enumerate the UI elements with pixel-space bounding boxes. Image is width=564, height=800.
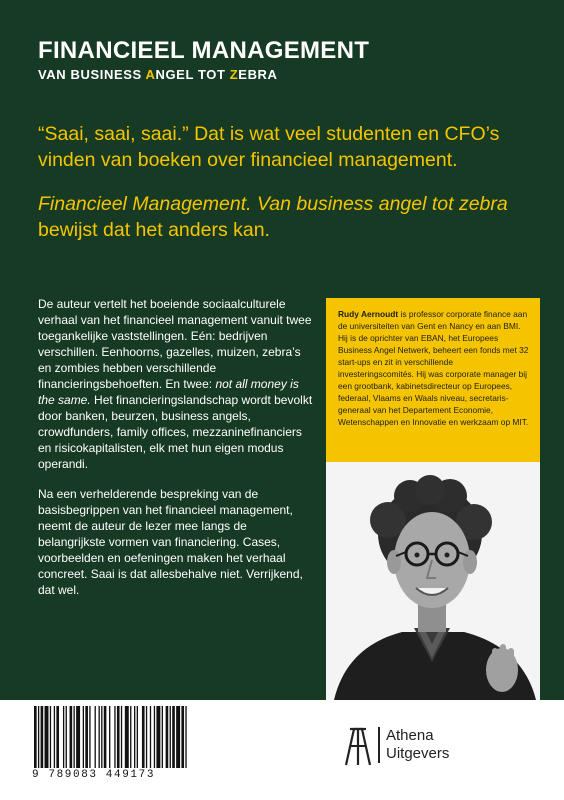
barcode-bar xyxy=(185,706,186,768)
barcode-bar xyxy=(63,706,64,768)
barcode-bar xyxy=(34,706,37,768)
barcode-bar xyxy=(146,706,147,768)
author-name: Rudy Aernoudt xyxy=(338,309,399,319)
blurb-emphasis: not all money is the same. xyxy=(38,377,299,407)
barcode-bar xyxy=(117,706,120,768)
subtitle-part: EBRA xyxy=(238,67,278,82)
publisher-name xyxy=(386,727,449,763)
barcode-bar xyxy=(50,706,51,768)
barcode xyxy=(34,706,188,768)
barcode-bar xyxy=(134,706,135,768)
barcode-bar xyxy=(85,706,88,768)
lead-book-title: Financieel Management. Van business angel tot zebra xyxy=(38,193,508,215)
barcode-bar xyxy=(95,706,96,768)
subtitle-highlight-z: Z xyxy=(229,67,239,82)
barcode-bar xyxy=(101,706,102,768)
author-bio-text: is professor corporate finance aan de universiteiten van Gent en Nancy en aan BMI. Hij is de oprichter van EBAN, het Europees Business Angel Netwerk, beheert een fonds met 32 start-ups en zit in verschillende investeringscomités. Hij was corporate manager bij een grootbank, kabinetsdirecteur op Europees, federaal, Vlaams en Waals niveau, secretaris-generaal van het Departement Economie, Wetenschappen en Innovatie en werkzaam op MIT. xyxy=(338,309,529,427)
barcode-bar xyxy=(176,706,180,768)
athena-logo-icon xyxy=(345,726,371,766)
barcode-bar xyxy=(114,706,115,768)
barcode-bar xyxy=(73,706,74,768)
barcode-bar xyxy=(109,706,110,768)
barcode-bar xyxy=(83,706,84,768)
publisher-separator xyxy=(378,727,380,763)
barcode-bar xyxy=(38,706,39,768)
barcode-bar xyxy=(121,706,122,768)
barcode-bar xyxy=(166,706,169,768)
barcode-bar xyxy=(76,706,80,768)
barcode-bar xyxy=(154,706,155,768)
book-title: FINANCIEEL MANAGEMENT xyxy=(38,37,370,64)
subtitle-part: VAN BUSINESS xyxy=(38,67,146,82)
barcode-bar xyxy=(130,706,131,768)
blurb-paragraph-1 xyxy=(38,296,316,472)
lead-claim xyxy=(38,191,538,243)
barcode-bar xyxy=(137,706,138,768)
barcode-bar xyxy=(162,706,163,768)
barcode-bar xyxy=(89,706,90,768)
blurb-text: Het financieringslandschap wordt bevolkt door banken, beurzen, business angels, crowdfunders, family offices, mezzaninefinanciers en risicokapitalisten, elk met hun eigen modus operandi. xyxy=(38,393,313,471)
barcode-bar xyxy=(125,706,129,768)
blurb-paragraph-2: Na een verhelderende bespreking van de basisbegrippen van het financieel management, neemt de auteur de lezer mee langs de belangrijkste vormen van financiering. Cases, voorbeelden en oefeningen maken het verhaal concreet. Saai is dat allesbehalve niet. Verrijkend, dat wel. xyxy=(38,487,303,597)
barcode-bar xyxy=(66,706,67,768)
barcode-bar xyxy=(142,706,145,768)
barcode-bar xyxy=(99,706,100,768)
publisher-line-1: Athena xyxy=(386,727,434,744)
barcode-bar xyxy=(170,706,171,768)
barcode-bar xyxy=(150,706,151,768)
barcode-bar xyxy=(45,706,49,768)
lead-quote: “Saai, saai, saai.” Dat is wat veel studenten en CFO’s vinden van boeken over financieel management. xyxy=(38,123,500,171)
isbn-number: 9 789083 449173 xyxy=(32,769,156,781)
author-bio-box xyxy=(326,298,540,462)
barcode-bar xyxy=(56,706,59,768)
subtitle-part: NGEL TOT xyxy=(155,67,230,82)
subtitle-highlight-a: A xyxy=(145,67,156,82)
blurb-text: De auteur vertelt het boeiende sociaalculturele verhaal van het financieel management vanuit twee toegankelijke vaststellingen. Eén: bedrijven verschillen. Eenhoorns, gazelles, muizen, zebra’s en zombies hebben verschillende financieringsbehoeften. En twee: xyxy=(38,297,312,391)
author-photo xyxy=(326,462,540,700)
barcode-bar xyxy=(181,706,184,768)
barcode-bar xyxy=(156,706,160,768)
barcode-bar xyxy=(104,706,107,768)
book-subtitle xyxy=(38,67,278,83)
publisher-line-2: Uitgevers xyxy=(386,745,450,762)
barcode-bar xyxy=(172,706,175,768)
barcode-bar xyxy=(70,706,73,768)
barcode-bar xyxy=(54,706,55,768)
barcode-bar xyxy=(41,706,44,768)
lead-claim-text: bewijst dat het anders kan. xyxy=(38,219,270,241)
